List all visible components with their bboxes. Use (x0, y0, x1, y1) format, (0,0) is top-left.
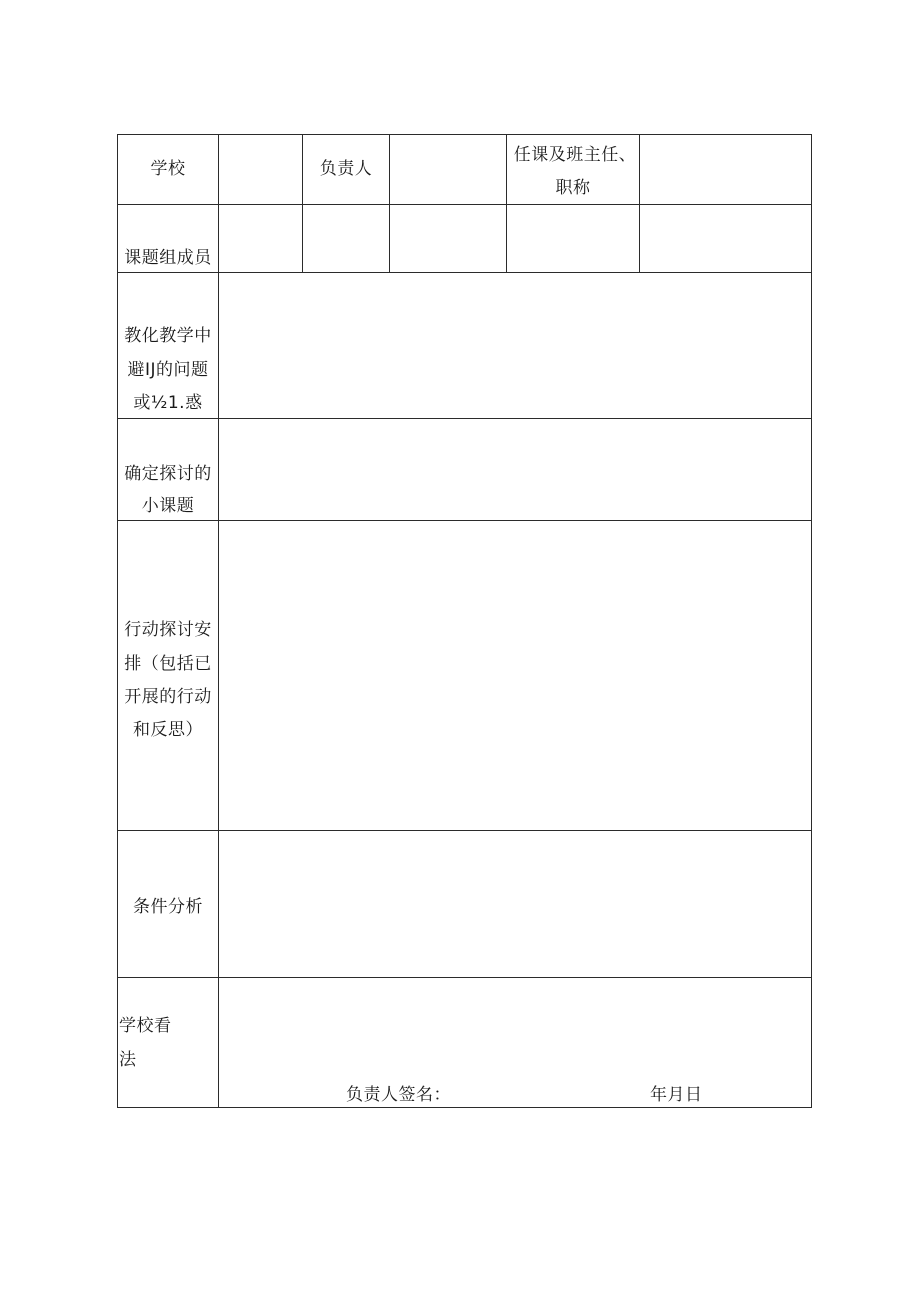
plan-label-line2: 排（包括已 (124, 654, 212, 674)
plan-label-line4: 和反思） (133, 720, 203, 740)
plan-label-line3: 开展的行动 (124, 687, 212, 707)
topic-field[interactable] (219, 419, 811, 520)
school-opinion-field[interactable] (219, 978, 811, 1078)
plan-field[interactable] (219, 521, 811, 830)
conditions-field[interactable] (219, 831, 811, 977)
member-field-5[interactable] (640, 205, 811, 272)
school-opinion-label-line2: 法 (119, 1050, 137, 1070)
teacher-title-label-line2: 职称 (555, 178, 591, 198)
school-field[interactable] (219, 135, 302, 204)
date-label: 年月日 (650, 1085, 703, 1105)
school-opinion-label-line1: 学校看 (119, 1016, 172, 1036)
leader-field[interactable] (390, 135, 506, 204)
member-field-2[interactable] (303, 205, 389, 272)
member-field-4[interactable] (507, 205, 639, 272)
member-field-1[interactable] (219, 205, 302, 272)
problems-label-line2: 避IJ的问题 (127, 360, 209, 380)
member-field-3[interactable] (390, 205, 506, 272)
problems-label-line1: 教化教学中 (124, 326, 212, 346)
leader-label: 负责人 (319, 159, 373, 179)
problems-field[interactable] (219, 273, 811, 418)
signature-label: 负责人签名： (346, 1085, 451, 1105)
topic-label-line1: 确定探讨的 (124, 464, 212, 484)
members-label: 课题组成员 (124, 248, 212, 268)
teacher-title-field[interactable] (640, 135, 811, 204)
school-label: 学校 (150, 159, 186, 179)
plan-label-line1: 行动探讨安 (124, 620, 212, 640)
topic-label-line2: 小课题 (141, 496, 195, 516)
conditions-label: 条件分析 (133, 897, 203, 917)
problems-label-line3: 或½1.惑 (133, 393, 203, 413)
teacher-title-label-line1: 任课及班主任、 (513, 145, 637, 165)
